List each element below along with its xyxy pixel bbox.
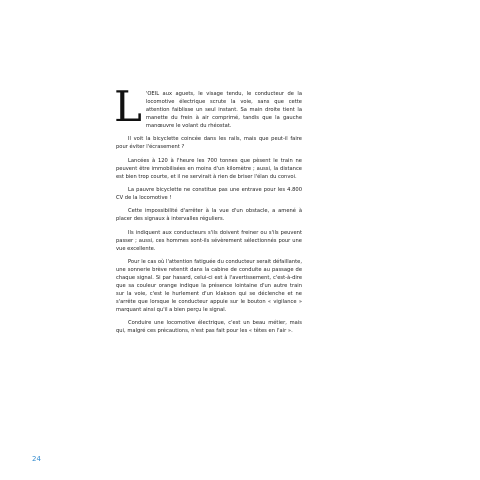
article-body xyxy=(114,82,302,341)
paragraph-8: Conduire une locomotive électrique, c'est un beau métier, mais qui, malgré ces précautions, n'est pas fait pour les « têtes en l'air ». xyxy=(116,320,302,335)
drop-cap: L xyxy=(114,82,142,131)
paragraph-4: La pauvre bicyclette ne constitue pas une entrave pour les 4.800 CV de la locomotive ! xyxy=(116,187,302,202)
paragraph-7: Pour le cas où l'attention fatiguée du conducteur serait défaillante, une sonnerie brève retentit dans la cabine de conduite au passage de chaque signal. Si par hasard, celui-ci est à l'avertissement, c'est-à-dire que sa couleur orange indique la présence lointaine d'un autre train sur la voie, c'est le hurlement d'un klakson qui se déclenche et ne s'arrête que lorsque le conducteur appuie sur le bouton « vigilance » marquant ainsi qu'il a bien perçu le signal. xyxy=(116,258,302,314)
paragraph-1-text: 'OEIL aux aguets, le visage tendu, le conducteur de la locomotive électrique scrute la voie, sans que cette attention faiblisse un seul instant. Sa main droite tient la manette du frein à air comprimé, tandis que la gauche manœuvre le volant du rhéostat. xyxy=(145,91,302,130)
paragraph-6: Ils indiquent aux conducteurs s'ils doivent freiner ou s'ils peuvent passer ; aussi, ces hommes sont-ils sévèrement sélectionnés pour une vue excellente. xyxy=(116,229,302,252)
paragraph-5: Cette impossibilité d'arrêter à la vue d'un obstacle, a amené à placer des signaux à intervalles réguliers. xyxy=(116,208,302,223)
paragraph-2: Il voit la bicyclette coincée dans les rails, mais que peut-il faire pour éviter l'écrasement ? xyxy=(116,136,302,151)
paragraph-1 xyxy=(114,82,302,131)
paragraph-3: Lancées à 120 à l'heure les 700 tonnes que pèsent le train ne peuvent être immobilisées en moins d'un kilomètre ; aussi, la distance est bien trop courte, et il ne servirait à rien de briser l'élan du convoi. xyxy=(116,157,302,180)
page-number: 24 xyxy=(32,455,41,463)
